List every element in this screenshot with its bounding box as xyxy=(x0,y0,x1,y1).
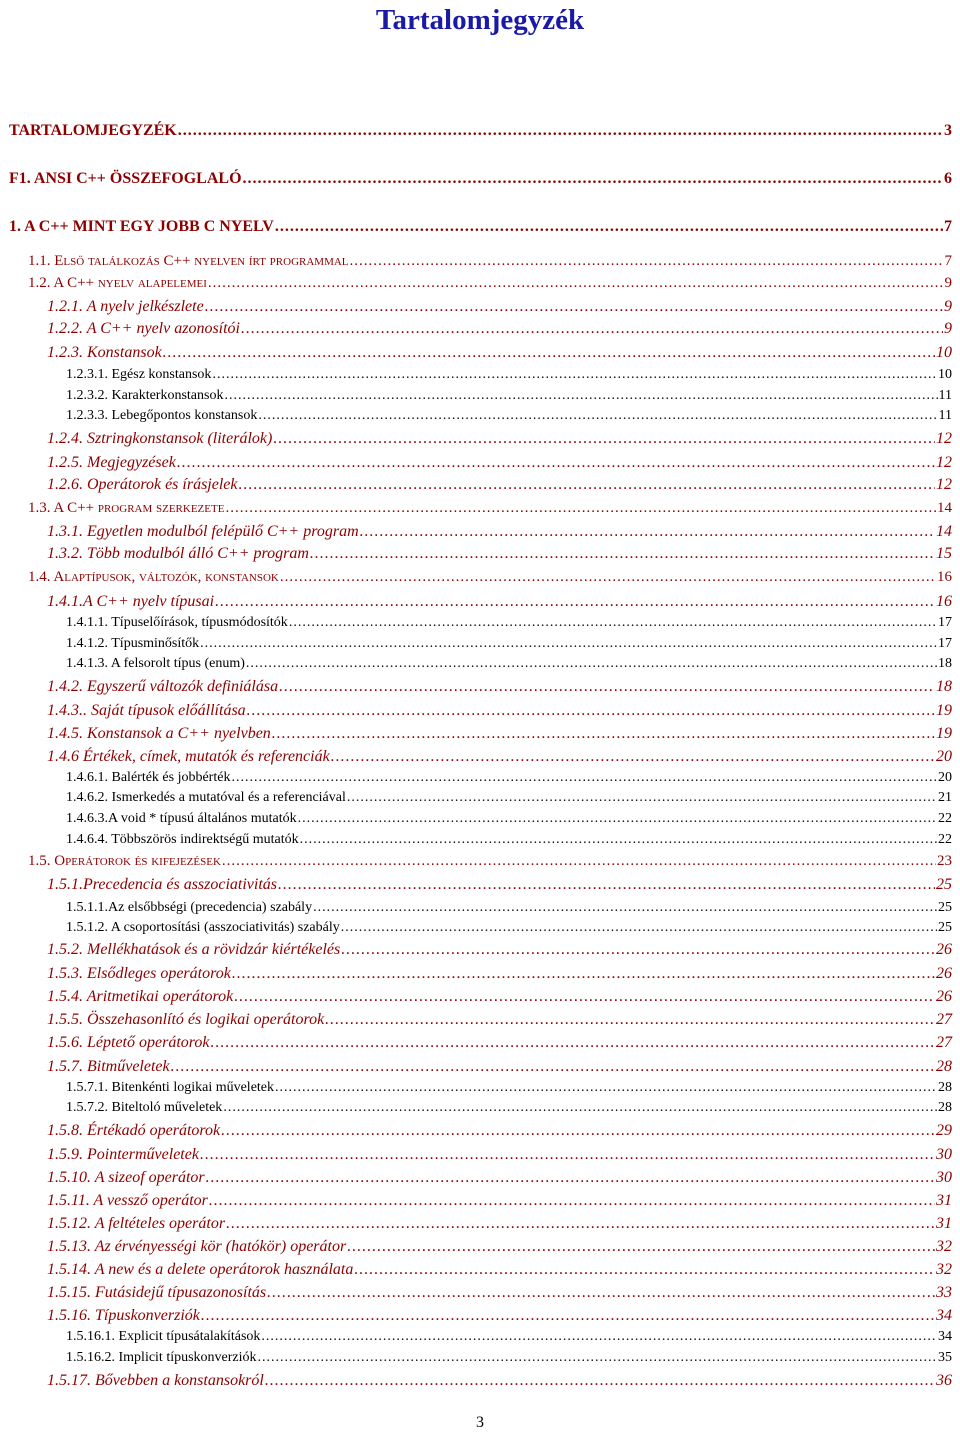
toc-entry-title: 1.4.6.1. Balérték és jobbérték xyxy=(66,770,231,785)
toc-entry[interactable] xyxy=(47,988,952,1006)
toc-entry-title: 1.2.3.1. Egész konstansok xyxy=(66,367,212,382)
toc-entry-page: 30 xyxy=(936,1146,952,1163)
toc-entry-page: 9 xyxy=(944,298,952,315)
toc-entry[interactable] xyxy=(47,454,952,472)
toc-entry-title: 1.4.2. Egyszerű változók definiálása xyxy=(47,678,279,695)
dot-leader xyxy=(225,500,936,517)
dot-leader xyxy=(298,811,937,827)
toc-entry-page: 16 xyxy=(936,593,952,610)
toc-entry-page: 19 xyxy=(936,702,952,719)
toc-entry-page: 28 xyxy=(938,1100,952,1115)
toc-entry[interactable] xyxy=(28,500,952,517)
toc-entry[interactable] xyxy=(66,1350,952,1366)
toc-entry-page: 31 xyxy=(936,1215,952,1232)
toc-entry-page: 27 xyxy=(936,1011,952,1028)
toc-entry-title: 1.4.3.. Saját típusok előállítása xyxy=(47,702,246,719)
dot-leader xyxy=(331,748,935,766)
toc-entry-title: 1.5.7.2. Biteltoló műveletek xyxy=(66,1100,223,1115)
dot-leader xyxy=(238,476,935,494)
dot-leader xyxy=(208,275,944,292)
toc-entry[interactable] xyxy=(66,900,952,916)
toc-entry-title: 1.5.8. Értékadó operátorok xyxy=(47,1122,221,1139)
toc-entry[interactable] xyxy=(47,678,952,696)
dot-leader xyxy=(247,702,935,720)
toc-entry-page: 26 xyxy=(936,988,952,1005)
dot-leader xyxy=(223,1100,937,1116)
toc-entry[interactable] xyxy=(47,1284,952,1302)
dot-leader xyxy=(265,1372,935,1390)
dot-leader xyxy=(177,454,935,472)
toc-entry-title: 1.5.7. Bitműveletek xyxy=(47,1058,170,1075)
toc-entry[interactable] xyxy=(28,569,952,586)
toc-entry-title: 1.5.16.2. Implicit típuskonverziók xyxy=(66,1350,257,1365)
dot-leader xyxy=(209,1192,935,1210)
toc-entry-title: 1.2.4. Sztringkonstansok (literálok) xyxy=(47,430,273,447)
toc-entry-page: 7 xyxy=(944,218,952,235)
dot-leader xyxy=(275,218,943,236)
toc-entry[interactable] xyxy=(66,636,952,652)
toc-entry[interactable] xyxy=(47,1307,952,1325)
toc-entry[interactable] xyxy=(47,523,952,541)
dot-leader xyxy=(347,790,937,806)
toc-entry[interactable] xyxy=(28,253,952,270)
toc-entry[interactable] xyxy=(28,853,952,870)
toc-entry-page: 3 xyxy=(944,122,952,139)
toc-entry-page: 22 xyxy=(938,811,952,826)
toc-entry-page: 20 xyxy=(936,748,952,765)
dot-leader xyxy=(211,1034,936,1052)
toc-entry[interactable] xyxy=(66,1080,952,1096)
toc-entry-title: 1.5.5. Összehasonlító és logikai operátorok xyxy=(47,1011,325,1028)
toc-entry-page: 14 xyxy=(937,500,952,516)
toc-entry-page: 34 xyxy=(938,1329,952,1344)
toc-entry-title: 1.4.1.3. A felsorolt típus (enum) xyxy=(66,656,245,671)
toc-entry[interactable] xyxy=(47,1146,952,1164)
page-number: 3 xyxy=(476,1414,484,1431)
toc-entry-page: 9 xyxy=(944,275,952,291)
toc-entry-page: 30 xyxy=(936,1169,952,1186)
toc-entry[interactable] xyxy=(66,367,952,383)
toc-entry[interactable] xyxy=(47,1192,952,1210)
toc-entry-page: 15 xyxy=(936,545,952,562)
dot-leader xyxy=(310,545,935,563)
toc-entry-title: 1.4.5. Konstansok a C++ nyelvben xyxy=(47,725,271,742)
toc-entry-page: 34 xyxy=(936,1307,952,1324)
toc-entry-page: 16 xyxy=(937,569,952,585)
toc-entry-page: 7 xyxy=(944,253,952,269)
toc-entry[interactable] xyxy=(47,430,952,448)
toc-entry[interactable] xyxy=(66,408,952,424)
toc-entry-page: 29 xyxy=(936,1122,952,1139)
dot-leader xyxy=(171,1058,935,1076)
toc-entry-page: 12 xyxy=(936,476,952,493)
dot-leader xyxy=(278,876,935,894)
toc-entry[interactable] xyxy=(28,275,952,292)
toc-entry[interactable] xyxy=(47,1058,952,1076)
toc-entry-title: 1.5.11. A vessző operátor xyxy=(47,1192,208,1209)
dot-leader xyxy=(275,1080,937,1096)
toc-entry-page: 9 xyxy=(944,320,952,337)
toc-entry[interactable] xyxy=(47,1238,952,1256)
toc-entry-title: 1.5.15. Futásidejű típusazonosítás xyxy=(47,1284,267,1301)
toc-entry[interactable] xyxy=(47,1122,952,1140)
toc-entry-title: 1.5. Operátorok és kifejezések xyxy=(28,853,221,869)
toc-entry-title: 1.5.14. A new és a delete operátorok használata xyxy=(47,1261,354,1278)
toc-entry-page: 28 xyxy=(936,1058,952,1075)
toc-entry-page: 17 xyxy=(938,615,952,630)
toc-entry-page: 36 xyxy=(936,1372,952,1389)
toc-entry-title: 1.5.1.Precedencia és asszociativitás xyxy=(47,876,278,893)
toc-entry-title: 1.5.13. Az érvényességi kör (hatókör) operátor xyxy=(47,1238,347,1255)
toc-entry-page: 23 xyxy=(937,853,952,869)
toc-entry[interactable] xyxy=(47,476,952,494)
toc-entry-title: 1.5.7.1. Bitenkénti logikai műveletek xyxy=(66,1080,275,1095)
toc-entry-page: 11 xyxy=(938,388,952,403)
toc-entry[interactable] xyxy=(47,748,952,766)
toc-entry-page: 32 xyxy=(936,1261,952,1278)
toc-entry[interactable] xyxy=(47,941,952,959)
toc-entry-title: 1. A C++ MINT EGY JOBB C NYELV xyxy=(9,218,274,235)
dot-leader xyxy=(201,1307,935,1325)
toc-entry[interactable] xyxy=(47,1169,952,1187)
toc-entry[interactable] xyxy=(47,876,952,894)
toc-entry[interactable] xyxy=(66,770,952,786)
toc-entry-title: 1.4.6.2. Ismerkedés a mutatóval és a referenciával xyxy=(66,790,346,805)
toc-entry-page: 21 xyxy=(938,790,952,805)
toc-entry-page: 6 xyxy=(944,170,952,187)
dot-leader xyxy=(234,988,935,1006)
toc-entry-page: 10 xyxy=(936,344,952,361)
toc-entry[interactable] xyxy=(47,702,952,720)
dot-leader xyxy=(280,569,936,586)
dot-leader xyxy=(178,122,943,140)
toc-entry[interactable] xyxy=(9,218,952,236)
toc-entry[interactable] xyxy=(66,832,952,848)
toc-entry[interactable] xyxy=(47,1261,952,1279)
toc-entry-title: 1.5.3. Elsődleges operátorok xyxy=(47,965,231,982)
toc-entry-title: 1.3.2. Több modulból álló C++ program xyxy=(47,545,309,562)
toc-entry-title: 1.5.17. Bővebben a konstansokról xyxy=(47,1372,264,1389)
toc-entry[interactable] xyxy=(66,656,952,672)
toc-entry[interactable] xyxy=(9,122,952,140)
dot-leader xyxy=(272,725,935,743)
dot-leader xyxy=(215,593,935,611)
toc-entry-title: 1.2.6. Operátorok és írásjelek xyxy=(47,476,238,493)
dot-leader xyxy=(258,408,937,424)
toc-entry-page: 19 xyxy=(936,725,952,742)
toc-entry-page: 27 xyxy=(936,1034,952,1051)
dot-leader xyxy=(243,170,943,188)
dot-leader xyxy=(226,1215,935,1233)
dot-leader xyxy=(354,1261,935,1279)
toc-entry-page: 17 xyxy=(938,636,952,651)
toc-entry-title: 1.3. A C++ program szerkezete xyxy=(28,500,225,516)
toc-entry[interactable] xyxy=(47,1215,952,1233)
toc-entry-title: 1.5.1.1.Az elsőbbségi (precedencia) szabály xyxy=(66,900,313,915)
toc-entry-page: 11 xyxy=(938,408,952,423)
dot-leader xyxy=(231,770,937,786)
toc-entry[interactable] xyxy=(66,1100,952,1116)
toc-entry-page: 25 xyxy=(938,900,952,915)
toc-entry[interactable] xyxy=(66,388,952,404)
toc-entry[interactable] xyxy=(47,320,952,338)
dot-leader xyxy=(206,1169,935,1187)
toc-entry-title: 1.4.6 Értékek, címek, mutatók és referenciák xyxy=(47,748,330,765)
toc-entry-title: 1.5.2. Mellékhatások és a rövidzár kiértékelés xyxy=(47,941,341,958)
toc-entry[interactable] xyxy=(47,298,952,316)
toc-entry-page: 28 xyxy=(938,1080,952,1095)
toc-entry-page: 18 xyxy=(938,656,952,671)
toc-entry[interactable] xyxy=(47,965,952,983)
dot-leader xyxy=(222,853,936,870)
dot-leader xyxy=(258,1350,937,1366)
dot-leader xyxy=(163,344,935,362)
toc-entry[interactable] xyxy=(66,811,952,827)
dot-leader xyxy=(341,920,937,936)
toc-entry[interactable] xyxy=(66,1329,952,1345)
toc-entry-title: 1.2.5. Megjegyzések xyxy=(47,454,176,471)
dot-leader xyxy=(273,430,935,448)
toc-entry-title: 1.5.16. Típuskonverziók xyxy=(47,1307,200,1324)
toc-entry-title: 1.2.3.2. Karakterkonstansok xyxy=(66,388,224,403)
dot-leader xyxy=(360,523,935,541)
dot-leader xyxy=(289,615,937,631)
dot-leader xyxy=(241,320,943,338)
toc-entry-title: 1.2.3.3. Lebegőpontos konstansok xyxy=(66,408,258,423)
dot-leader xyxy=(246,656,937,672)
toc-entry[interactable] xyxy=(47,344,952,362)
toc-entry-title: 1.4.1.A C++ nyelv típusai xyxy=(47,593,215,610)
toc-entry-page: 12 xyxy=(936,430,952,447)
dot-leader xyxy=(350,253,944,270)
toc-entry-page: 25 xyxy=(936,876,952,893)
toc-entry-title: 1.5.12. A feltételes operátor xyxy=(47,1215,226,1232)
toc-entry-page: 12 xyxy=(936,454,952,471)
dot-leader xyxy=(347,1238,935,1256)
dot-leader xyxy=(279,678,935,696)
toc-entry[interactable] xyxy=(66,615,952,631)
toc-entry-title: 1.5.4. Aritmetikai operátorok xyxy=(47,988,234,1005)
toc-entry[interactable] xyxy=(47,593,952,611)
toc-entry[interactable] xyxy=(47,725,952,743)
toc-entry-page: 35 xyxy=(938,1350,952,1365)
toc-entry-title: 1.2. A C++ nyelv alapelemei xyxy=(28,275,207,291)
toc-entry-title: F1. ANSI C++ ÖSSZEFOGLALÓ xyxy=(9,170,242,187)
toc-entry-page: 25 xyxy=(938,920,952,935)
toc-entry-page: 10 xyxy=(938,367,952,382)
dot-leader xyxy=(200,636,937,652)
toc-entry-page: 14 xyxy=(936,523,952,540)
toc-entry[interactable] xyxy=(66,790,952,806)
dot-leader xyxy=(200,1146,935,1164)
dot-leader xyxy=(212,367,937,383)
toc-entry-title: 1.4.6.4. Többszörös indirektségű mutatók xyxy=(66,832,299,847)
toc-entry-title: 1.4.1.1. Típuselőírások, típusmódosítók xyxy=(66,615,288,630)
toc-entry-page: 22 xyxy=(938,832,952,847)
toc-entry-title: 1.3.1. Egyetlen modulból felépülő C++ program xyxy=(47,523,359,540)
toc-entry-title: 1.2.3. Konstansok xyxy=(47,344,162,361)
toc-entry-page: 33 xyxy=(936,1284,952,1301)
toc-entry[interactable] xyxy=(9,170,952,188)
toc-entry-title: 1.5.9. Pointerműveletek xyxy=(47,1146,199,1163)
toc-entry-title: 1.5.1.2. A csoportosítási (asszociativitás) szabály xyxy=(66,920,340,935)
toc-entry-title: 1.4. Alaptípusok, változók, konstansok xyxy=(28,569,279,585)
toc-entry-page: 31 xyxy=(936,1192,952,1209)
toc-entry-title: 1.5.16.1. Explicit típusátalakítások xyxy=(66,1329,261,1344)
toc-entry[interactable] xyxy=(47,1034,952,1052)
dot-leader xyxy=(261,1329,937,1345)
dot-leader xyxy=(224,388,937,404)
toc-entry-page: 26 xyxy=(936,965,952,982)
dot-leader xyxy=(341,941,935,959)
toc-entry-title: 1.4.6.3.A void * típusú általános mutatók xyxy=(66,811,297,826)
dot-leader xyxy=(221,1122,935,1140)
toc-entry[interactable] xyxy=(47,1372,952,1390)
toc-entry-title: 1.1. Első találkozás C++ nyelven írt programmal xyxy=(28,253,349,269)
toc-entry[interactable] xyxy=(47,545,952,563)
dot-leader xyxy=(325,1011,935,1029)
dot-leader xyxy=(205,298,943,316)
dot-leader xyxy=(232,965,935,983)
dot-leader xyxy=(313,900,937,916)
page-title: Tartalomjegyzék xyxy=(375,4,585,36)
toc-entry-title: 1.4.1.2. Típusminősítők xyxy=(66,636,200,651)
toc-entry-page: 18 xyxy=(936,678,952,695)
dot-leader xyxy=(300,832,937,848)
toc-entry-title: 1.2.1. A nyelv jelkészlete xyxy=(47,298,204,315)
toc-entry-page: 20 xyxy=(938,770,952,785)
toc-entry-title: 1.5.6. Léptető operátorok xyxy=(47,1034,210,1051)
toc-entry[interactable] xyxy=(66,920,952,936)
toc-entry-page: 26 xyxy=(936,941,952,958)
toc-entry-title: 1.2.2. A C++ nyelv azonosítói xyxy=(47,320,240,337)
toc-entry-title: 1.5.10. A sizeof operátor xyxy=(47,1169,205,1186)
toc-entry-page: 32 xyxy=(936,1238,952,1255)
toc-entry[interactable] xyxy=(47,1011,952,1029)
toc-entry-title: TARTALOMJEGYZÉK xyxy=(9,122,177,139)
dot-leader xyxy=(267,1284,935,1302)
